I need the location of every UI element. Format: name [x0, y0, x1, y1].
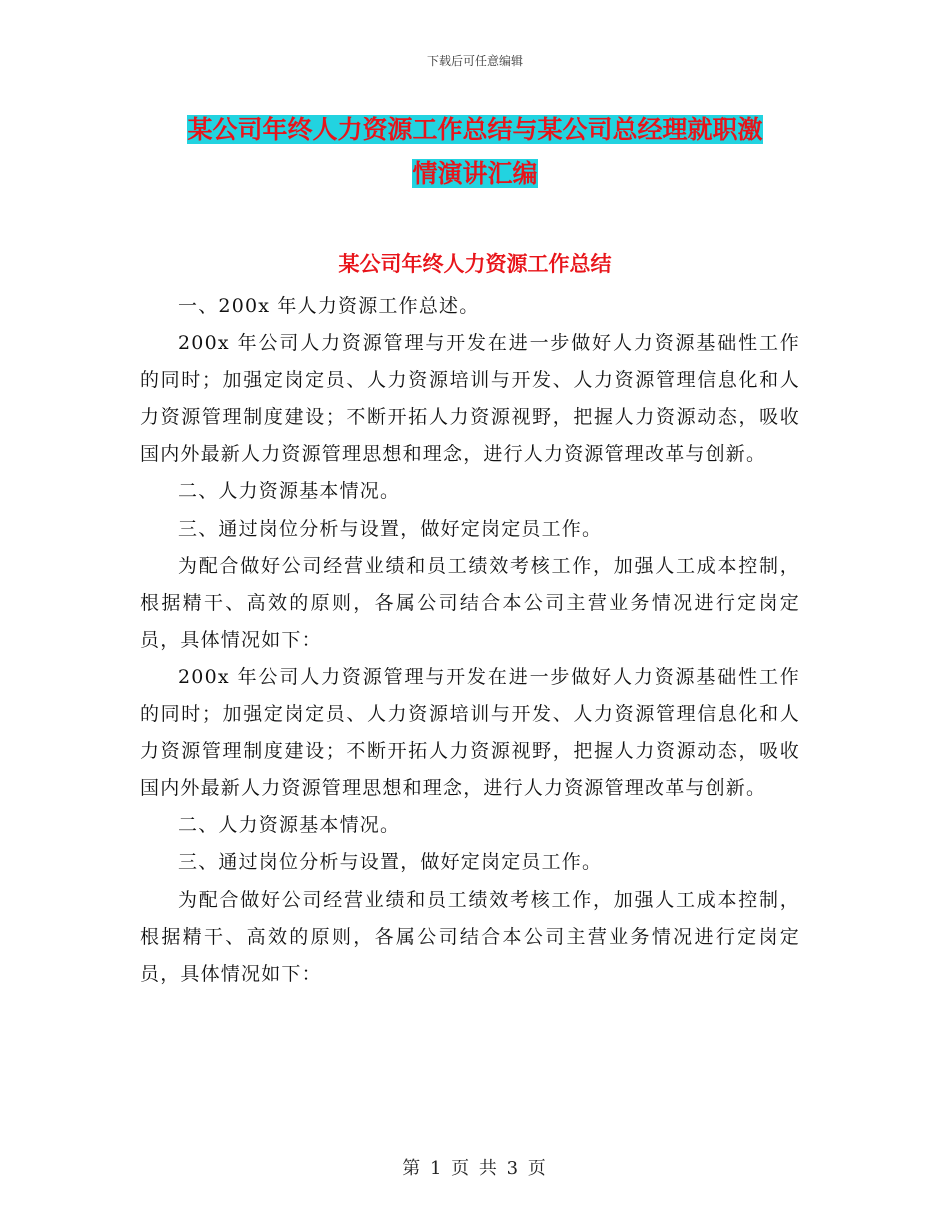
paragraph: 二、人力资源基本情况。 [178, 480, 401, 503]
paragraph: 一、200x 年人力资源工作总述。 [178, 295, 480, 317]
paragraph: 为配合做好公司经营业绩和员工绩效考核工作，加强人工成本控制，根据精干、高效的原则，各属公司结合本公司主营业务情况进行定岗定员，具体情况如下： [140, 554, 800, 651]
paragraph: 二、人力资源基本情况。 [178, 814, 401, 837]
page-number-footer: 第 1 页 共 3 页 [402, 1158, 548, 1179]
document-title [140, 108, 810, 196]
section-title: 某公司年终人力资源工作总结 [338, 252, 612, 276]
header-note: 下载后可任意编辑 [426, 54, 523, 68]
document-body [140, 288, 800, 993]
document-title-line-1: 某公司年终人力资源工作总结与某公司总经理就职激 [187, 115, 763, 144]
document-title-line-2: 情演讲汇编 [412, 159, 538, 188]
paragraph: 三、通过岗位分析与设置，做好定岗定员工作。 [178, 851, 603, 874]
paragraph: 200x 年公司人力资源管理与开发在进一步做好人力资源基础性工作的同时；加强定岗定员、人力资源培训与开发、人力资源管理信息化和人力资源管理制度建设；不断开拓人力资源视野，把握人力资源动态，吸收国内外最新人力资源管理思想和理念，进行人力资源管理改革与创新。 [140, 665, 800, 800]
paragraph: 200x 年公司人力资源管理与开发在进一步做好人力资源基础性工作的同时；加强定岗定员、人力资源培训与开发、人力资源管理信息化和人力资源管理制度建设；不断开拓人力资源视野，把握人力资源动态，吸收国内外最新人力资源管理思想和理念，进行人力资源管理改革与创新。 [140, 332, 800, 466]
paragraph: 为配合做好公司经营业绩和员工绩效考核工作，加强人工成本控制，根据精干、高效的原则，各属公司结合本公司主营业务情况进行定岗定员，具体情况如下： [140, 888, 800, 985]
paragraph: 三、通过岗位分析与设置，做好定岗定员工作。 [178, 517, 603, 540]
